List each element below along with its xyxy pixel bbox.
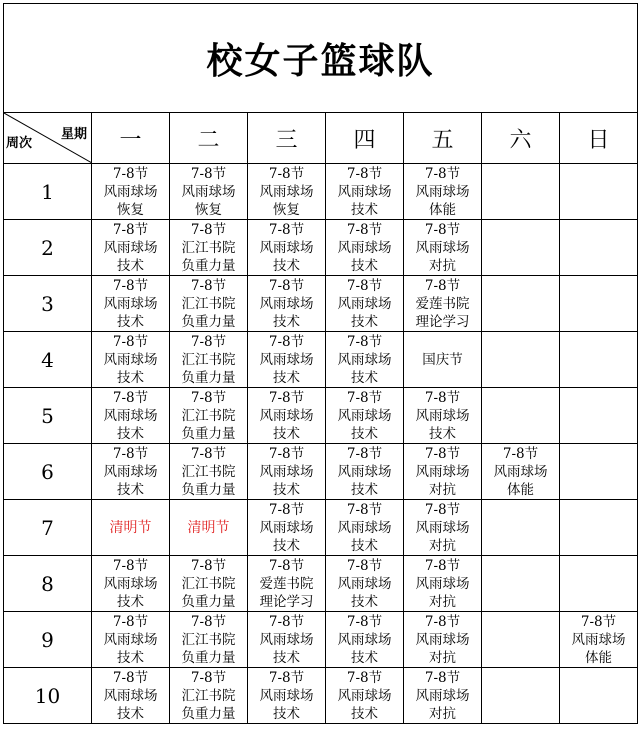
schedule-cell-line: 风雨球场 — [337, 183, 392, 200]
schedule-cell-line: 风雨球场 — [337, 631, 392, 648]
schedule-cell-line: 风雨球场 — [259, 631, 314, 648]
schedule-cell — [248, 164, 326, 220]
schedule-cell-line: 7-8节 — [346, 501, 383, 518]
schedule-cell — [248, 220, 326, 276]
table-row — [4, 668, 638, 724]
schedule-cell-line: 风雨球场 — [415, 631, 470, 648]
schedule-cell-line: 技术 — [117, 649, 144, 666]
table-row — [4, 388, 638, 444]
schedule-cell-line: 技术 — [273, 369, 300, 386]
schedule-cell-line: 风雨球场 — [337, 239, 392, 256]
schedule-cell-line: 理论学习 — [259, 593, 314, 610]
schedule-cell — [482, 164, 560, 220]
schedule-cell-line: 7-8节 — [190, 445, 227, 462]
schedule-cell-line: 风雨球场 — [415, 519, 470, 536]
schedule-cell — [560, 556, 638, 612]
schedule-cell-line: 负重力量 — [181, 257, 236, 274]
schedule-cell — [404, 332, 482, 388]
schedule-cell-line: 风雨球场 — [103, 463, 158, 480]
schedule-cell-line: 7-8节 — [268, 669, 305, 686]
week-number-cell: 1 — [4, 164, 92, 220]
schedule-cell-line: 风雨球场 — [259, 239, 314, 256]
schedule-cell-line: 7-8节 — [346, 557, 383, 574]
table-row — [4, 220, 638, 276]
schedule-cell-line: 7-8节 — [112, 557, 149, 574]
schedule-cell-line: 清明节 — [187, 519, 230, 536]
schedule-cell — [482, 500, 560, 556]
schedule-cell-line: 7-8节 — [268, 445, 305, 462]
schedule-cell-line: 技术 — [117, 313, 144, 330]
schedule-cell — [92, 612, 170, 668]
schedule-cell-line: 技术 — [273, 313, 300, 330]
schedule-cell — [560, 668, 638, 724]
week-number-cell: 10 — [4, 668, 92, 724]
schedule-cell-line: 7-8节 — [346, 389, 383, 406]
schedule-cell — [92, 388, 170, 444]
schedule-cell-line: 汇江书院 — [181, 239, 236, 256]
schedule-cell — [170, 612, 248, 668]
schedule-cell-line: 对抗 — [429, 649, 456, 666]
schedule-cell — [170, 444, 248, 500]
schedule-cell-line: 7-8节 — [424, 277, 461, 294]
schedule-cell-line: 7-8节 — [190, 221, 227, 238]
schedule-cell — [404, 500, 482, 556]
schedule-cell-line: 技术 — [351, 369, 378, 386]
schedule-cell-line: 理论学习 — [415, 313, 470, 330]
schedule-cell-line: 7-8节 — [268, 501, 305, 518]
schedule-cell-line: 7-8节 — [580, 613, 617, 630]
schedule-cell-line: 风雨球场 — [337, 407, 392, 424]
schedule-cell-line: 风雨球场 — [259, 519, 314, 536]
day-header-mon: 一 — [92, 113, 170, 164]
schedule-cell — [248, 500, 326, 556]
schedule-cell-line: 恢复 — [117, 201, 144, 218]
schedule-cell-line: 技术 — [351, 705, 378, 722]
week-number-cell: 6 — [4, 444, 92, 500]
schedule-cell-line: 7-8节 — [268, 165, 305, 182]
schedule-cell — [170, 668, 248, 724]
schedule-cell-line: 国庆节 — [422, 351, 463, 368]
schedule-cell — [92, 668, 170, 724]
schedule-cell-line: 技术 — [273, 705, 300, 722]
week-number-cell: 9 — [4, 612, 92, 668]
schedule-cell-line: 对抗 — [429, 593, 456, 610]
schedule-cell-line: 风雨球场 — [259, 295, 314, 312]
schedule-cell — [404, 388, 482, 444]
schedule-cell-line: 7-8节 — [346, 221, 383, 238]
week-number-cell: 4 — [4, 332, 92, 388]
schedule-cell-line: 风雨球场 — [337, 519, 392, 536]
table-row — [4, 276, 638, 332]
schedule-cell-line: 风雨球场 — [259, 687, 314, 704]
week-number-cell: 5 — [4, 388, 92, 444]
schedule-cell-line: 7-8节 — [502, 445, 539, 462]
schedule-cell — [248, 276, 326, 332]
schedule-cell-line: 7-8节 — [268, 557, 305, 574]
schedule-cell-line: 技术 — [117, 705, 144, 722]
schedule-cell — [326, 500, 404, 556]
schedule-cell — [92, 220, 170, 276]
schedule-cell — [170, 556, 248, 612]
schedule-cell-line: 汇江书院 — [181, 631, 236, 648]
schedule-cell-line: 7-8节 — [112, 333, 149, 350]
schedule-cell-line: 对抗 — [429, 537, 456, 554]
schedule-cell-line: 7-8节 — [268, 221, 305, 238]
table-row — [4, 556, 638, 612]
schedule-cell-line: 7-8节 — [268, 613, 305, 630]
schedule-cell-line: 7-8节 — [112, 165, 149, 182]
schedule-cell-line: 风雨球场 — [103, 631, 158, 648]
schedule-cell-line: 清明节 — [109, 519, 152, 536]
schedule-cell-line: 体能 — [507, 481, 534, 498]
schedule-cell-line: 7-8节 — [424, 389, 461, 406]
schedule-cell-line: 技术 — [351, 537, 378, 554]
schedule-cell-line: 风雨球场 — [415, 463, 470, 480]
schedule-cell-line: 风雨球场 — [103, 351, 158, 368]
schedule-cell-line: 技术 — [273, 257, 300, 274]
schedule-cell-line: 负重力量 — [181, 593, 236, 610]
schedule-cell-line: 风雨球场 — [103, 575, 158, 592]
schedule-cell-line: 技术 — [351, 425, 378, 442]
table-row — [4, 500, 638, 556]
week-number-axis-label: 周次 — [6, 136, 33, 151]
schedule-cell-line: 技术 — [351, 649, 378, 666]
schedule-cell — [92, 444, 170, 500]
schedule-cell-line: 7-8节 — [268, 277, 305, 294]
table-row — [4, 444, 638, 500]
schedule-cell-line: 7-8节 — [424, 669, 461, 686]
schedule-body — [4, 164, 638, 724]
table-row — [4, 612, 638, 668]
schedule-table — [3, 3, 638, 724]
schedule-cell — [326, 612, 404, 668]
schedule-cell-line: 7-8节 — [190, 669, 227, 686]
schedule-cell-line: 风雨球场 — [337, 295, 392, 312]
week-number-cell: 8 — [4, 556, 92, 612]
schedule-cell — [404, 276, 482, 332]
schedule-cell-line: 7-8节 — [112, 613, 149, 630]
schedule-cell-line: 7-8节 — [346, 445, 383, 462]
day-header-thu: 四 — [326, 113, 404, 164]
header-row — [4, 113, 638, 164]
schedule-cell-line: 负重力量 — [181, 369, 236, 386]
schedule-cell-line: 风雨球场 — [415, 239, 470, 256]
schedule-cell-line: 风雨球场 — [337, 463, 392, 480]
schedule-cell-line: 汇江书院 — [181, 407, 236, 424]
schedule-cell — [326, 276, 404, 332]
schedule-cell-line: 7-8节 — [112, 277, 149, 294]
schedule-cell-line: 7-8节 — [346, 613, 383, 630]
schedule-cell-line: 风雨球场 — [337, 351, 392, 368]
schedule-cell — [326, 220, 404, 276]
schedule-cell — [560, 332, 638, 388]
schedule-cell — [170, 332, 248, 388]
day-header-wed: 三 — [248, 113, 326, 164]
schedule-cell-line: 7-8节 — [190, 613, 227, 630]
schedule-cell-line: 7-8节 — [190, 277, 227, 294]
week-number-cell: 7 — [4, 500, 92, 556]
schedule-cell — [170, 500, 248, 556]
schedule-cell-line: 风雨球场 — [415, 407, 470, 424]
schedule-cell-line: 技术 — [117, 425, 144, 442]
schedule-cell — [482, 612, 560, 668]
day-header-sat: 六 — [482, 113, 560, 164]
schedule-cell-line: 技术 — [351, 481, 378, 498]
schedule-cell-line: 风雨球场 — [415, 575, 470, 592]
day-header-sun: 日 — [560, 113, 638, 164]
week-number-cell: 2 — [4, 220, 92, 276]
schedule-cell — [326, 556, 404, 612]
schedule-cell-line: 汇江书院 — [181, 687, 236, 704]
schedule-cell-line: 7-8节 — [424, 557, 461, 574]
weekday-axis-label: 星期 — [60, 127, 87, 142]
schedule-cell-line: 风雨球场 — [259, 183, 314, 200]
schedule-cell — [326, 444, 404, 500]
schedule-cell — [560, 612, 638, 668]
schedule-cell — [92, 556, 170, 612]
schedule-cell — [248, 388, 326, 444]
schedule-cell — [248, 612, 326, 668]
schedule-cell-line: 技术 — [273, 425, 300, 442]
schedule-cell-line: 技术 — [273, 537, 300, 554]
schedule-cell-line: 技术 — [351, 593, 378, 610]
schedule-cell — [560, 164, 638, 220]
schedule-cell-line: 负重力量 — [181, 313, 236, 330]
day-header-fri: 五 — [404, 113, 482, 164]
schedule-cell-line: 对抗 — [429, 481, 456, 498]
schedule-cell — [326, 668, 404, 724]
schedule-cell-line: 风雨球场 — [181, 183, 236, 200]
schedule-cell-line: 技术 — [117, 369, 144, 386]
schedule-cell-line: 7-8节 — [346, 165, 383, 182]
schedule-cell — [404, 612, 482, 668]
schedule-cell — [482, 332, 560, 388]
corner-header-cell — [4, 113, 92, 164]
schedule-cell — [248, 668, 326, 724]
schedule-cell-line: 汇江书院 — [181, 575, 236, 592]
schedule-cell-line: 技术 — [351, 313, 378, 330]
schedule-cell — [248, 556, 326, 612]
schedule-cell-line: 汇江书院 — [181, 463, 236, 480]
schedule-cell — [404, 444, 482, 500]
schedule-cell-line: 技术 — [117, 257, 144, 274]
schedule-cell — [560, 500, 638, 556]
schedule-cell-line: 风雨球场 — [103, 407, 158, 424]
schedule-cell-line: 7-8节 — [346, 277, 383, 294]
schedule-cell-line: 风雨球场 — [337, 575, 392, 592]
schedule-cell — [92, 164, 170, 220]
schedule-cell-line: 对抗 — [429, 705, 456, 722]
schedule-cell-line: 7-8节 — [190, 389, 227, 406]
schedule-cell-line: 7-8节 — [346, 333, 383, 350]
schedule-cell-line: 技术 — [117, 593, 144, 610]
schedule-cell-line: 技术 — [351, 257, 378, 274]
schedule-cell-line: 7-8节 — [190, 333, 227, 350]
schedule-cell-line: 7-8节 — [424, 165, 461, 182]
schedule-cell-line: 技术 — [429, 425, 456, 442]
schedule-cell-line: 风雨球场 — [103, 295, 158, 312]
schedule-cell-line: 技术 — [273, 649, 300, 666]
table-row — [4, 332, 638, 388]
schedule-cell-line: 体能 — [429, 201, 456, 218]
schedule-cell-line: 风雨球场 — [259, 407, 314, 424]
schedule-cell — [482, 668, 560, 724]
schedule-cell-line: 风雨球场 — [415, 183, 470, 200]
table-title: 校女子篮球队 — [4, 4, 638, 113]
schedule-cell-line: 7-8节 — [112, 445, 149, 462]
schedule-cell-line: 7-8节 — [424, 221, 461, 238]
schedule-cell-line: 风雨球场 — [259, 463, 314, 480]
schedule-cell — [404, 220, 482, 276]
schedule-cell-line: 爱莲书院 — [415, 295, 470, 312]
schedule-cell-line: 负重力量 — [181, 425, 236, 442]
schedule-cell — [404, 668, 482, 724]
schedule-cell — [170, 276, 248, 332]
schedule-cell — [326, 388, 404, 444]
schedule-cell-line: 汇江书院 — [181, 295, 236, 312]
schedule-cell — [170, 164, 248, 220]
schedule-cell-line: 风雨球场 — [103, 183, 158, 200]
schedule-cell-line: 风雨球场 — [259, 351, 314, 368]
schedule-cell-line: 爱莲书院 — [259, 575, 314, 592]
schedule-cell — [482, 556, 560, 612]
schedule-cell-line: 技术 — [117, 481, 144, 498]
schedule-cell-line: 体能 — [585, 649, 612, 666]
schedule-cell-line: 7-8节 — [268, 333, 305, 350]
schedule-cell-line: 7-8节 — [424, 613, 461, 630]
schedule-cell-line: 风雨球场 — [571, 631, 626, 648]
schedule-cell — [248, 332, 326, 388]
schedule-cell-line: 技术 — [273, 481, 300, 498]
schedule-cell — [482, 444, 560, 500]
schedule-cell-line: 7-8节 — [268, 389, 305, 406]
schedule-cell-line: 7-8节 — [190, 165, 227, 182]
schedule-cell-line: 7-8节 — [424, 445, 461, 462]
schedule-cell-line: 技术 — [351, 201, 378, 218]
schedule-cell-line: 风雨球场 — [337, 687, 392, 704]
schedule-cell — [560, 444, 638, 500]
schedule-cell — [248, 444, 326, 500]
schedule-cell — [482, 388, 560, 444]
schedule-cell-line: 风雨球场 — [415, 687, 470, 704]
schedule-cell-line: 7-8节 — [112, 669, 149, 686]
schedule-cell-line: 对抗 — [429, 257, 456, 274]
schedule-cell — [482, 220, 560, 276]
schedule-cell-line: 恢复 — [195, 201, 222, 218]
schedule-cell — [92, 332, 170, 388]
schedule-cell — [560, 276, 638, 332]
schedule-cell-line: 汇江书院 — [181, 351, 236, 368]
schedule-cell — [482, 276, 560, 332]
schedule-cell — [560, 388, 638, 444]
schedule-cell-line: 负重力量 — [181, 481, 236, 498]
schedule-cell-line: 风雨球场 — [103, 239, 158, 256]
schedule-cell — [326, 164, 404, 220]
schedule-cell-line: 负重力量 — [181, 705, 236, 722]
schedule-cell-line: 风雨球场 — [103, 687, 158, 704]
schedule-cell-line: 7-8节 — [190, 557, 227, 574]
schedule-cell — [326, 332, 404, 388]
schedule-cell-line: 风雨球场 — [493, 463, 548, 480]
schedule-cell-line: 负重力量 — [181, 649, 236, 666]
schedule-cell — [92, 500, 170, 556]
schedule-cell — [170, 388, 248, 444]
schedule-cell — [560, 220, 638, 276]
schedule-cell — [92, 276, 170, 332]
week-number-cell: 3 — [4, 276, 92, 332]
schedule-cell-line: 7-8节 — [112, 221, 149, 238]
schedule-cell — [404, 556, 482, 612]
schedule-cell — [404, 164, 482, 220]
schedule-cell-line: 7-8节 — [112, 389, 149, 406]
schedule-cell-line: 7-8节 — [346, 669, 383, 686]
schedule-cell — [170, 220, 248, 276]
schedule-cell-line: 7-8节 — [424, 501, 461, 518]
day-header-tue: 二 — [170, 113, 248, 164]
schedule-cell-line: 恢复 — [273, 201, 300, 218]
table-row — [4, 164, 638, 220]
